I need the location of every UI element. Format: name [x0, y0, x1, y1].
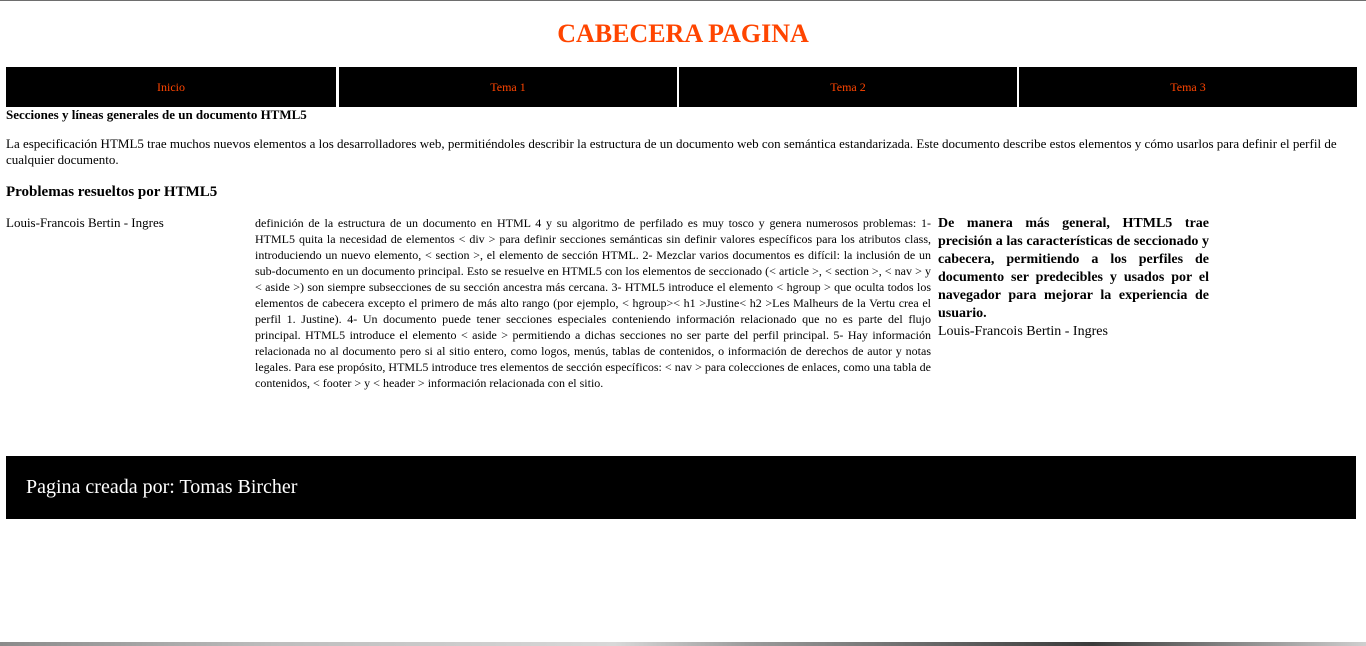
- section-title: Secciones y líneas generales de un documento HTML5: [6, 107, 307, 122]
- nav-item-tema-2[interactable]: Tema 2: [679, 67, 1017, 107]
- nav-item-inicio[interactable]: Inicio: [6, 67, 336, 107]
- main-nav: [6, 67, 1357, 107]
- page-footer: [6, 456, 1356, 519]
- aside-panel: [938, 215, 1209, 341]
- aside-text: De manera más general, HTML5 trae precisión a las características de seccionado y cabecera, permitiendo a los perfiles de documento ser predecibles y usados por el navegador para mejorar la experiencia de usuario.: [938, 216, 1209, 321]
- aside-broken-image-icon: Louis-Francois Bertin - Ingres: [938, 324, 1108, 339]
- nav-item-tema-3[interactable]: Tema 3: [1019, 67, 1357, 107]
- intro-paragraph: La especificación HTML5 trae muchos nuevos elementos a los desarrolladores web, permitiéndoles describir la estructura de un documento web con semántica estandarizada. Este documento describe estos elementos y cómo usarlos para definir el perfil de cualquier documento.: [6, 136, 1337, 167]
- problems-subtitle: Problemas resueltos por HTML5: [6, 184, 218, 200]
- article-body: definición de la estructura de un documento en HTML 4 y su algoritmo de perfilado es muy tosco y genera numerosos problemas: 1- HTML5 quita la necesidad de elementos < div > para definir secciones semánticas sin definir valores específicos para los atributos class, introduciendo un nuevo elemento, < section >, el elemento de sección HTML. 2- Mezclar varios documentos es difícil: la inclusión de un sub-documento en un documento principal. Esto se resuelve en HTML5 con los elementos de seccionado (< article >, < section >, < nav > y < aside >) son siempre subsecciones de su sección ancestra más cercana. 3- HTML5 introduce el elemento < hgroup > que oculta todos los elementos de cabecera excepto el primero de más alto rango (por ejemplo, < hgroup>< h1 >Justine< h2 >Les Malheurs de la Vertu crea el perfil 1. Justine). 4- Un documento puede tener secciones especiales conteniendo información relacionado que no es parte del flujo principal. HTML5 introduce el elemento < aside > permitiendo a dichas secciones no ser parte del perfil principal. 5- Hay información relacionada no al documento pero si al sitio entero, como logos, menús, tablas de contenidos, o información de derechos de autor y notas legales. Para ese propósito, HTML5 introduce tres elementos de sección específicos: < nav > para colecciones de enlaces, como una tabla de contenidos, < footer > y < header > información relacionada con el sitio.: [255, 216, 931, 390]
- nav-item-tema-1[interactable]: Tema 1: [339, 67, 677, 107]
- background-image-strip: [0, 642, 1366, 646]
- footer-credit: Pagina creada por: Tomas Bircher: [26, 476, 298, 498]
- page-title: CABECERA PAGINA: [557, 19, 809, 48]
- broken-image-icon: Louis-Francois Bertin - Ingres: [6, 215, 164, 230]
